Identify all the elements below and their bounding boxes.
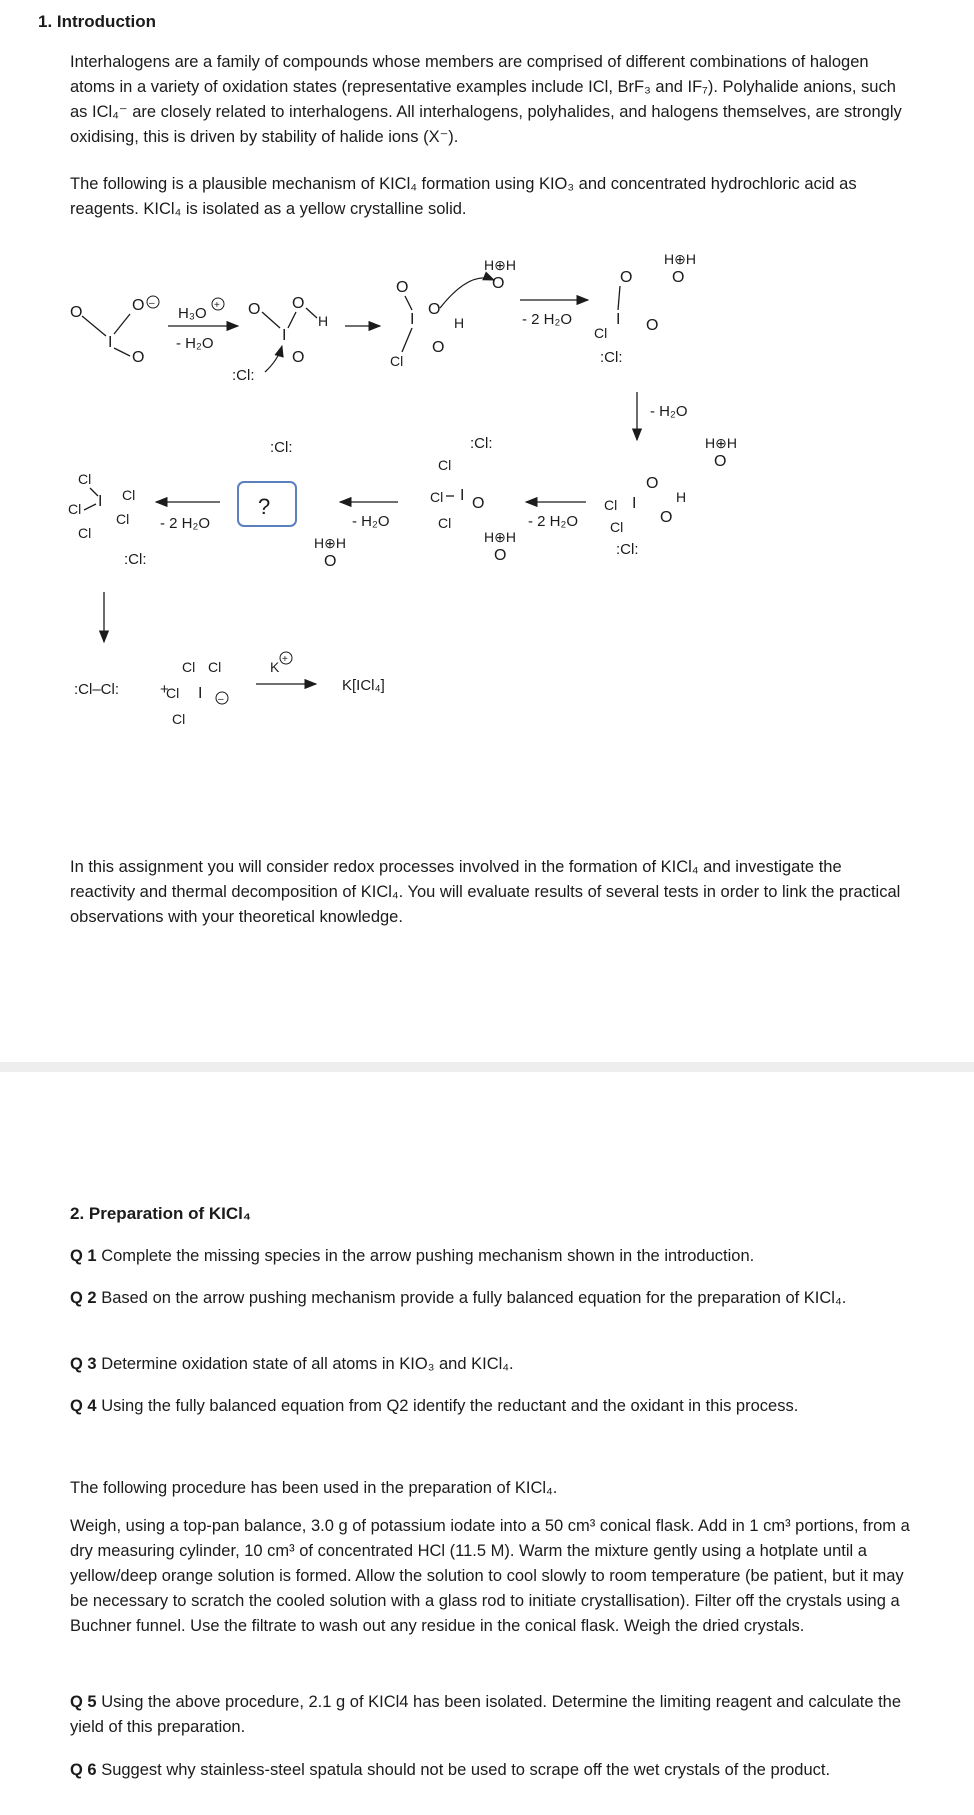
iodate-o2: O <box>132 297 145 314</box>
products-row <box>74 652 385 727</box>
chloride-5: :Cl: <box>270 439 293 456</box>
svg-text:Cl: Cl <box>430 489 444 505</box>
trichloro-intermediate <box>604 435 737 558</box>
minus-water-label-2: - H₂O <box>650 403 688 420</box>
page-separator <box>0 1062 974 1072</box>
iodine-pentachloride-species <box>68 471 147 568</box>
svg-text:Cl: Cl <box>610 519 624 535</box>
svg-text:Cl: Cl <box>182 659 196 675</box>
missing-species[interactable] <box>238 439 296 526</box>
oxonium-1: H⊕H <box>484 257 516 273</box>
minus-2water-label-1: - 2 H₂O <box>522 311 572 328</box>
chloride-6: :Cl: <box>124 551 147 568</box>
svg-text:O: O <box>714 453 727 470</box>
question-3: Q 3 Determine oxidation state of all atoms in KIO₃ and KICl₄. <box>70 1355 514 1373</box>
svg-text:Cl: Cl <box>78 471 92 487</box>
svg-text:Cl: Cl <box>122 487 136 503</box>
missing-species-question-mark: ? <box>258 494 271 519</box>
final-product: K[ICl₄] <box>342 677 385 694</box>
question-5: Q 5 Using the above procedure, 2.1 g of KICl4 has been isolated. Determine the limiting reagent and calculate the yield of this preparation. <box>70 1693 902 1736</box>
intro-paragraph-mechanism: The following is a plausible mechanism of KICl₄ formation using KIO₃ and concentrated hydrochloric acid as reagents. KICl₄ is isolated as a yellow crystalline solid. <box>70 175 857 218</box>
procedure-intro: The following procedure has been used in the preparation of KICl₄. <box>70 1479 558 1497</box>
intro-paragraph-assignment: In this assignment you will consider redox processes involved in the formation of KICl₄ and investigate the reactivity and thermal decomposition of KICl₄. You will evaluate results of several tests in order to link the practical observations with your theoretical knowledge. <box>70 858 901 926</box>
question-1: Q 1 Complete the missing species in the arrow pushing mechanism shown in the introduction. <box>70 1247 755 1265</box>
step-dehydration-3 <box>314 502 398 570</box>
oxonium-2: H⊕H <box>664 252 696 267</box>
iodate-o1: O <box>70 304 83 321</box>
mechanism-scheme <box>60 252 920 842</box>
svg-text:O: O <box>248 301 261 318</box>
svg-text:Cl: Cl <box>390 353 404 369</box>
svg-text:Cl: Cl <box>438 515 452 531</box>
oxonium-4: H⊕H <box>484 529 516 545</box>
svg-text:O: O <box>428 301 441 318</box>
plus-sign: + <box>160 681 169 698</box>
minus-water-label-1: - H₂O <box>176 335 214 352</box>
svg-text:O: O <box>396 279 409 296</box>
svg-text:+: + <box>214 300 220 311</box>
hydronium-label: H₃O <box>178 305 207 322</box>
minus-2water-label-3: - 2 H₂O <box>160 515 210 532</box>
svg-text:I: I <box>410 311 415 328</box>
minus-water-label-3: - H₂O <box>352 513 390 530</box>
svg-text:I: I <box>282 327 287 344</box>
oxonium-3: H⊕H <box>705 435 737 451</box>
svg-text:O: O <box>646 317 659 334</box>
svg-text:I: I <box>632 495 637 512</box>
chloride-3: :Cl: <box>616 541 639 558</box>
svg-text:I: I <box>198 685 203 702</box>
chloride-1: :Cl: <box>232 367 255 384</box>
question-2: Q 2 Based on the arrow pushing mechanism provide a fully balanced equation for the preparation of KICl₄. <box>70 1289 847 1307</box>
chloro-intermediate-2 <box>594 252 696 366</box>
procedure-text: Weigh, using a top-pan balance, 3.0 g of potassium iodate into a 50 cm³ conical flask. Add in 1 cm³ portions, from a dry measuring cylinder, 10 cm³ of concentrated HCl (11.5 M). Warm the mixture gently using a hotplate until a yellow/deep orange solution is formed. Allow the solution to cool slowly to room temperature (be patient, but it may be necessary to scratch the cooled solution with a glass rod to initiate crystallisation). Filter off the crystals using a Buchner funnel. Use the filtrate to wash out any residue in the conical flask. Weigh the dried crystals. <box>70 1517 910 1635</box>
minus-2water-label-2: - 2 H₂O <box>528 513 578 530</box>
svg-text:–: – <box>218 694 224 705</box>
chloride-2: :Cl: <box>600 349 623 366</box>
svg-text:H: H <box>318 313 329 329</box>
step-dehydration-4 <box>156 502 220 532</box>
svg-text:H: H <box>454 315 465 331</box>
intro-paragraph-interhalogens: Interhalogens are a family of compounds whose members are comprised of different combinations of halogen atoms in a variety of oxidation states (representative examples include ICl, BrF₃ and IF₇). Polyhalide anions, such as ICl₄⁻ are closely related to interhalogens. All interhalogens, polyhalides, and halogens themselves, are strongly oxidising, this is driven by stability of halide ions (X⁻). <box>70 53 902 146</box>
chloro-intermediate-1 <box>390 257 516 369</box>
intro-heading: 1. Introduction <box>38 12 157 31</box>
svg-text:H: H <box>676 489 687 505</box>
potassium-ion: K <box>270 659 280 675</box>
svg-text:O: O <box>432 339 445 356</box>
svg-text:O: O <box>494 547 507 564</box>
svg-text:O: O <box>646 475 659 492</box>
svg-text:O: O <box>324 553 337 570</box>
svg-text:O: O <box>292 349 305 366</box>
svg-text:O: O <box>492 275 505 292</box>
svg-text:I: I <box>616 311 621 328</box>
svg-text:I: I <box>460 487 465 504</box>
svg-text:O: O <box>620 269 633 286</box>
svg-text:Cl: Cl <box>594 325 608 341</box>
prep-heading: 2. Preparation of KICl₄ <box>70 1204 251 1223</box>
oxonium-5: H⊕H <box>314 535 346 551</box>
step-dehydration-down <box>637 392 688 440</box>
iodate-i: I <box>108 334 113 351</box>
svg-text:Cl: Cl <box>116 511 130 527</box>
svg-text:Cl: Cl <box>166 685 180 701</box>
iodate-o3: O <box>132 349 145 366</box>
question-4: Q 4 Using the fully balanced equation from Q2 identify the reductant and the oxidant in this process. <box>70 1397 799 1415</box>
svg-text:Cl: Cl <box>604 497 618 513</box>
svg-text:Cl: Cl <box>438 457 452 473</box>
step-dehydration-1 <box>520 300 588 328</box>
page-preparation <box>0 1072 974 1815</box>
svg-text:Cl: Cl <box>208 659 222 675</box>
tetrachloro-intermediate <box>430 435 516 564</box>
svg-text:+: + <box>282 654 288 665</box>
svg-text:Cl: Cl <box>68 501 82 517</box>
dichlorine: :Cl–Cl: <box>74 681 120 698</box>
svg-text:O: O <box>292 295 305 312</box>
svg-text:I: I <box>98 493 103 510</box>
svg-text:O: O <box>472 495 485 512</box>
svg-text:O: O <box>660 509 673 526</box>
iodate-species <box>70 296 159 366</box>
step-dehydration-2 <box>526 502 586 530</box>
step-protonation <box>168 298 238 352</box>
svg-text:Cl: Cl <box>172 711 186 727</box>
svg-text:O: O <box>672 269 685 286</box>
svg-text:–: – <box>149 298 155 309</box>
svg-text:Cl: Cl <box>78 525 92 541</box>
question-6: Q 6 Suggest why stainless-steel spatula should not be used to scrape off the wet crystals of the product. <box>70 1761 831 1779</box>
iodic-acid-species <box>232 295 328 384</box>
chloride-4: :Cl: <box>470 435 493 452</box>
